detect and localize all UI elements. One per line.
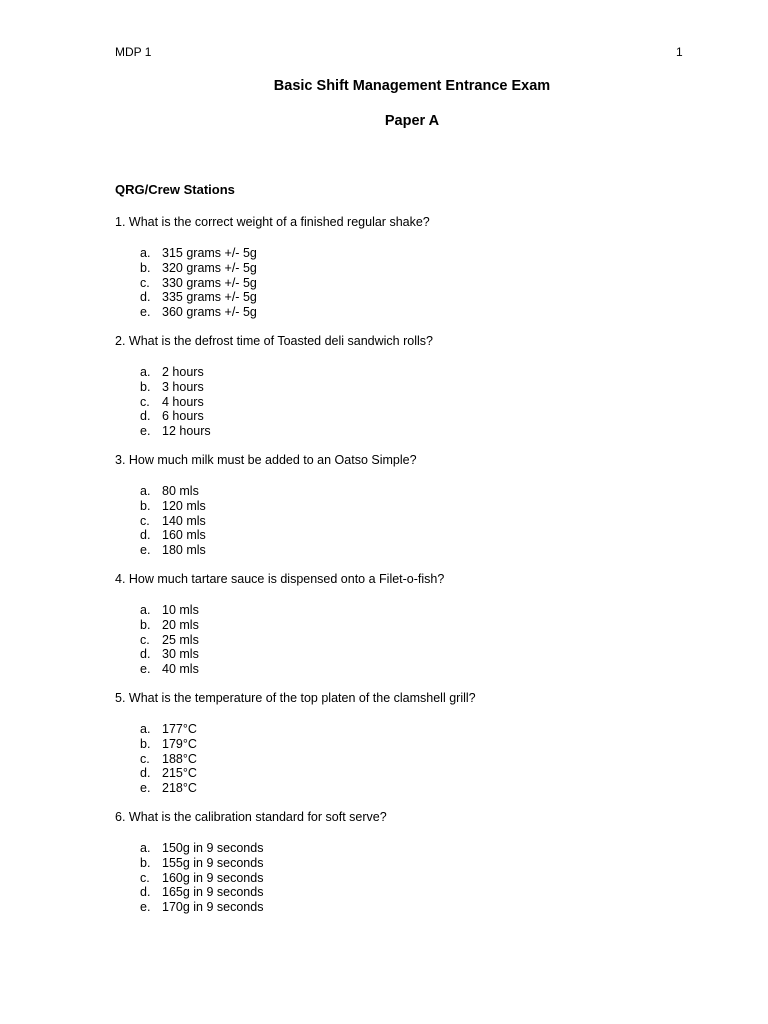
option-letter: c.: [140, 275, 150, 290]
option-letter: b.: [140, 260, 151, 275]
option-text: 80 mls: [162, 484, 199, 498]
option-text: 360 grams +/- 5g: [162, 305, 257, 320]
option-letter: c.: [140, 394, 150, 409]
option-letter: d.: [140, 647, 151, 662]
option-letter: c.: [140, 751, 150, 766]
option-text: 335 grams +/- 5g: [162, 290, 257, 305]
option-text: 180 mls: [162, 543, 206, 558]
option-text: 218°C: [162, 781, 197, 796]
question-4: 4. How much tartare sauce is dispensed onto a Filet-o-fish?: [115, 572, 445, 586]
document-code: MDP 1: [115, 45, 152, 59]
option-letter: e.: [140, 305, 151, 320]
option-letter: e.: [140, 424, 151, 439]
option-text: 120 mls: [162, 498, 206, 513]
question-3: 3. How much milk must be added to an Oatso Simple?: [115, 453, 417, 467]
option-text: 315 grams +/- 5g: [162, 246, 257, 260]
option-letter: a.: [140, 841, 151, 855]
option-letter: e.: [140, 543, 151, 558]
option-letter: a.: [140, 484, 151, 498]
option-text: 4 hours: [162, 394, 204, 409]
option-letter: d.: [140, 290, 151, 305]
option-letter: b.: [140, 498, 151, 513]
question-2: 2. What is the defrost time of Toasted deli sandwich rolls?: [115, 334, 433, 348]
option-letter: b.: [140, 855, 151, 870]
option-letter: c.: [140, 513, 150, 528]
option-letter: a.: [140, 246, 151, 260]
option-letter: a.: [140, 722, 151, 736]
option-text: 170g in 9 seconds: [162, 900, 264, 915]
option-letter: b.: [140, 617, 151, 632]
option-text: 165g in 9 seconds: [162, 885, 264, 900]
option-letter: a.: [140, 603, 151, 617]
option-text: 2 hours: [162, 365, 204, 379]
option-letter: e.: [140, 662, 151, 677]
question-6: 6. What is the calibration standard for soft serve?: [115, 810, 387, 824]
option-text: 25 mls: [162, 632, 199, 647]
option-text: 160g in 9 seconds: [162, 870, 264, 885]
option-letter: b.: [140, 379, 151, 394]
question-5: 5. What is the temperature of the top platen of the clamshell grill?: [115, 691, 476, 705]
option-text: 177°C: [162, 722, 197, 736]
section-heading: QRG/Crew Stations: [115, 182, 235, 197]
option-text: 140 mls: [162, 513, 206, 528]
option-letter: c.: [140, 870, 150, 885]
option-text: 179°C: [162, 736, 197, 751]
option-text: 10 mls: [162, 603, 199, 617]
option-text: 6 hours: [162, 409, 204, 424]
option-letter: d.: [140, 409, 151, 424]
option-text: 330 grams +/- 5g: [162, 275, 257, 290]
option-text: 160 mls: [162, 528, 206, 543]
option-letter: d.: [140, 528, 151, 543]
option-letter: c.: [140, 632, 150, 647]
paper-title: Paper A: [384, 113, 440, 129]
option-text: 20 mls: [162, 617, 199, 632]
option-text: 155g in 9 seconds: [162, 855, 264, 870]
option-text: 215°C: [162, 766, 197, 781]
option-text: 40 mls: [162, 662, 199, 677]
option-text: 188°C: [162, 751, 197, 766]
option-letter: b.: [140, 736, 151, 751]
option-text: 30 mls: [162, 647, 199, 662]
option-text: 3 hours: [162, 379, 204, 394]
page-number: 1: [676, 45, 683, 59]
option-text: 12 hours: [162, 424, 211, 439]
option-text: 320 grams +/- 5g: [162, 260, 257, 275]
question-1: 1. What is the correct weight of a finished regular shake?: [115, 215, 430, 229]
option-letter: d.: [140, 885, 151, 900]
option-letter: d.: [140, 766, 151, 781]
option-letter: a.: [140, 365, 151, 379]
option-text: 150g in 9 seconds: [162, 841, 264, 855]
option-letter: e.: [140, 900, 151, 915]
option-letter: e.: [140, 781, 151, 796]
exam-title: Basic Shift Management Entrance Exam: [273, 78, 551, 94]
